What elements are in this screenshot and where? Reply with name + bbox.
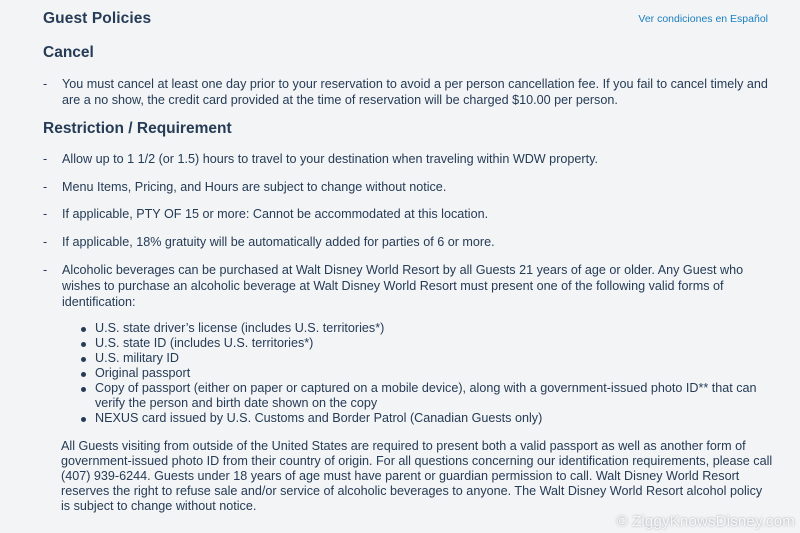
- restriction-item: [43, 234, 773, 250]
- dash-marker: -: [43, 152, 48, 166]
- list-item: U.S. military ID: [78, 351, 768, 366]
- list-item: NEXUS card issued by U.S. Customs and Border Patrol (Canadian Guests only): [78, 411, 768, 426]
- dash-marker: -: [43, 207, 48, 221]
- restriction-item-text: Menu Items, Pricing, and Hours are subject to change without notice.: [62, 180, 447, 194]
- restriction-item: [43, 179, 773, 195]
- list-item: Copy of passport (either on paper or captured on a mobile device), along with a government-issued photo ID** that can verify the person and birth date shown on the copy: [78, 381, 768, 411]
- header: [43, 10, 768, 32]
- restriction-item: [43, 206, 773, 222]
- watermark: © ZiggyKnowsDisney.com: [616, 513, 795, 530]
- restriction-item-text: If applicable, PTY OF 15 or more: Cannot be accommodated at this location.: [62, 207, 489, 221]
- cancel-heading: Cancel: [43, 44, 94, 61]
- dash-marker: -: [43, 235, 48, 249]
- dash-marker: -: [43, 77, 48, 91]
- international-guests-paragraph: All Guests visiting from outside of the United States are required to present both a valid passport as well as another form of government-issued photo ID from their country of origin. For all questions concerning our identification requirements, please call (407) 939-6244. Guests under 18 years of age must have parent or guardian permission to call. Walt Disney World Resort reserves the right to refuse sale and/or service of alcoholic beverages to anyone. The Walt Disney World Resort alcohol policy is subject to change without notice.: [61, 439, 773, 513]
- page-title: Guest Policies: [43, 10, 152, 27]
- list-item: U.S. state ID (includes U.S. territories*): [78, 336, 768, 351]
- restriction-item: [43, 151, 773, 167]
- restriction-item-text: Allow up to 1 1/2 (or 1.5) hours to travel to your destination when traveling within WDW property.: [62, 152, 598, 166]
- alcohol-policy-text: Alcoholic beverages can be purchased at Walt Disney World Resort by all Guests 21 years of age or older. Any Guest who wishes to purchase an alcoholic beverage at Walt Disney World Resort must present one of the following valid forms of identification:: [62, 263, 744, 309]
- id-list: [78, 321, 768, 426]
- spanish-conditions-link[interactable]: Ver condiciones en Español: [638, 13, 768, 25]
- cancel-item: [43, 76, 773, 108]
- dash-marker: -: [43, 180, 48, 194]
- list-item: Original passport: [78, 366, 768, 381]
- cancel-item-text: You must cancel at least one day prior to your reservation to avoid a per person cancellation fee. If you fail to cancel timely and are a no show, the credit card provided at the time of reservation will be charged $10.00 per person.: [62, 77, 768, 107]
- dash-marker: -: [43, 263, 48, 277]
- restriction-heading: Restriction / Requirement: [43, 120, 232, 137]
- list-item: U.S. state driver’s license (includes U.S. territories*): [78, 321, 768, 336]
- alcohol-policy-item: [43, 262, 773, 310]
- restriction-item-text: If applicable, 18% gratuity will be automatically added for parties of 6 or more.: [62, 235, 495, 249]
